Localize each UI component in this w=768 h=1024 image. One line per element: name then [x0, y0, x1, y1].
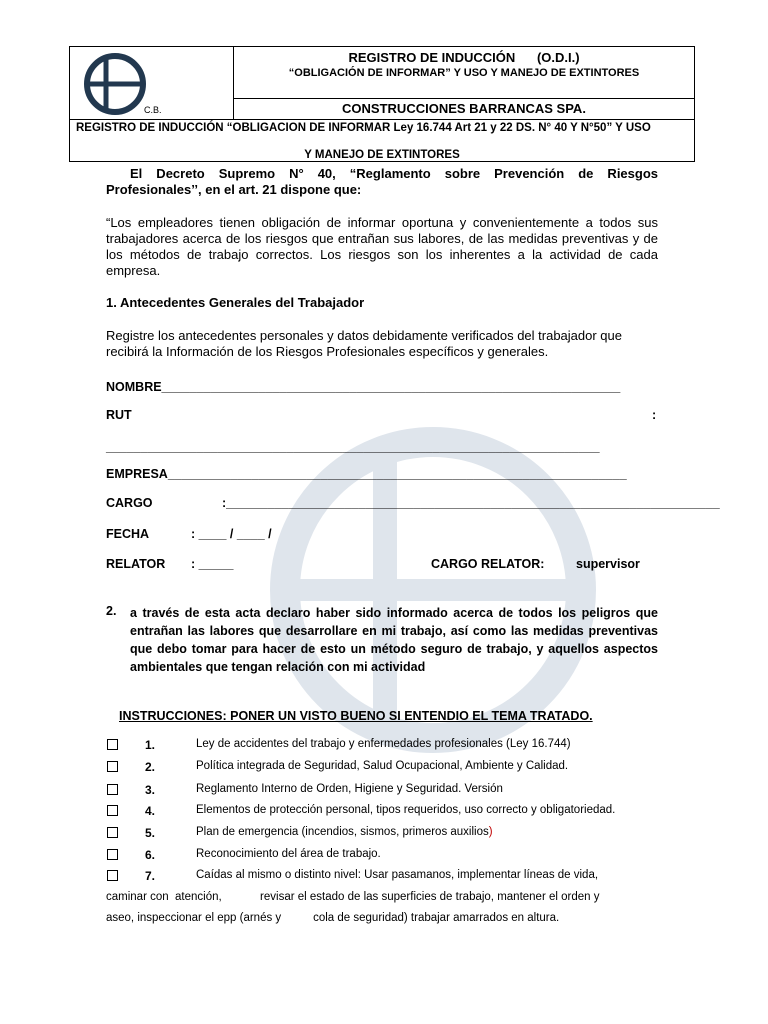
cargo-relator-label: CARGO RELATOR:: [431, 557, 545, 571]
cargo-label: CARGO: [106, 496, 153, 510]
quote-paragraph: “Los empleadores tienen obligación de informar oportuna y convenientemente a todos sus trabajadores acerca de los riesgos que entrañan sus labores, de las medidas preventivas y de los métodos de trabajo correctos. Los riesgos son los inherentes a la actividad de cada empresa.: [106, 215, 658, 278]
logo-suffix: C.B.: [144, 105, 162, 115]
item-number: 4.: [145, 804, 156, 818]
record-cell: [70, 119, 694, 161]
cargo-relator-value: supervisor: [576, 557, 640, 571]
item-number: 6.: [145, 848, 156, 862]
document-subtitle: “OBLIGACIÓN DE INFORMAR” Y USO Y MANEJO DE EXTINTORES: [288, 67, 640, 79]
decree-paragraph: El Decreto Supremo N° 40, “Reglamento sobre Prevención de Riesgos Profesionales’’, en el art. 21 dispone que:: [106, 166, 658, 197]
company-logo: [82, 51, 148, 117]
item-7-continuation: caminar con atención, revisar el estado de las superficies de trabajo, mantener el orden y: [106, 891, 600, 903]
rut-field[interactable]: _______________________________________________________________________: [106, 440, 600, 454]
rut-label: RUT: [106, 408, 132, 422]
fecha-field[interactable]: : ____ / ____ /: [191, 527, 272, 541]
item-number: 1.: [145, 738, 156, 752]
section-2-number: 2.: [106, 604, 117, 618]
title-cell: [234, 47, 694, 99]
item-label: [196, 826, 493, 838]
logo-cell: [70, 47, 234, 119]
instructions-title: INSTRUCCIONES: PONER UN VISTO BUENO SI ENTENDIO EL TEMA TRATADO.: [119, 709, 593, 723]
item-label-text: Plan de emergencia (incendios, sismos, primeros auxilios: [196, 826, 489, 838]
item-label-suffix: ): [488, 826, 493, 838]
item-7-continuation: aseo, inspeccionar el epp (arnés y cola de seguridad) trabajar amarrados en altura.: [106, 912, 560, 924]
checkbox[interactable]: [107, 739, 118, 750]
item-label: Reconocimiento del área de trabajo.: [196, 848, 381, 860]
checkbox[interactable]: [107, 849, 118, 860]
section-1-instructions: Registre los antecedentes personales y datos debidamente verificados del trabajador que recibirá la Información de los Riesgos Profesionales específicos y generales.: [106, 328, 622, 359]
company-name: CONSTRUCCIONES BARRANCAS SPA.: [342, 101, 586, 116]
header-table: [69, 46, 695, 162]
item-label: Política integrada de Seguridad, Salud Ocupacional, Ambiente y Calidad.: [196, 760, 569, 772]
rut-colon: :: [652, 408, 657, 422]
section-2-declaration: a través de esta acta declaro haber sido informado acerca de todos los peligros que entrañan las labores que desarrollare en mi trabajo, así como las medidas preventivas que debo tomar para hacer de esto un método seguro de trabajo, y aquellos aspectos ambientales que tengan relación con mi actividad: [130, 606, 658, 674]
checkbox[interactable]: [107, 761, 118, 772]
nombre-field[interactable]: NOMBRE__________________________________________________________________: [106, 380, 621, 394]
section-1-heading: 1. Antecedentes Generales del Trabajador: [106, 295, 365, 310]
checkbox[interactable]: [107, 827, 118, 838]
document-title: REGISTRO DE INDUCCIÓN (O.D.I.): [348, 50, 580, 65]
fecha-label: FECHA: [106, 527, 150, 541]
checkbox[interactable]: [107, 870, 118, 881]
checkbox[interactable]: [107, 784, 118, 795]
item-label: Reglamento Interno de Orden, Higiene y Seguridad. Versión: [196, 783, 503, 795]
item-label: Ley de accidentes del trabajo y enfermedades profesionales (Ley 16.744): [196, 738, 571, 750]
relator-label: RELATOR: [106, 557, 166, 571]
record-line-1: REGISTRO DE INDUCCIÓN “OBLIGACION DE INFORMAR Ley 16.744 Art 21 y 22 DS. N° 40 Y N°50” Y USO: [76, 122, 651, 134]
item-number: 2.: [145, 760, 156, 774]
relator-field[interactable]: : _____: [191, 557, 234, 571]
item-number: 7.: [145, 869, 156, 883]
cargo-field[interactable]: :_______________________________________________________________________: [222, 496, 720, 510]
checkbox[interactable]: [107, 805, 118, 816]
record-line-2: Y MANEJO DE EXTINTORES: [304, 149, 460, 161]
item-number: 5.: [145, 826, 156, 840]
item-label: Elementos de protección personal, tipos requeridos, uso correcto y obligatoriedad.: [196, 804, 616, 816]
item-number: 3.: [145, 783, 156, 797]
empresa-field[interactable]: EMPRESA__________________________________________________________________: [106, 467, 627, 481]
item-label: Caídas al mismo o distinto nivel: Usar pasamanos, implementar líneas de vida,: [196, 869, 599, 881]
